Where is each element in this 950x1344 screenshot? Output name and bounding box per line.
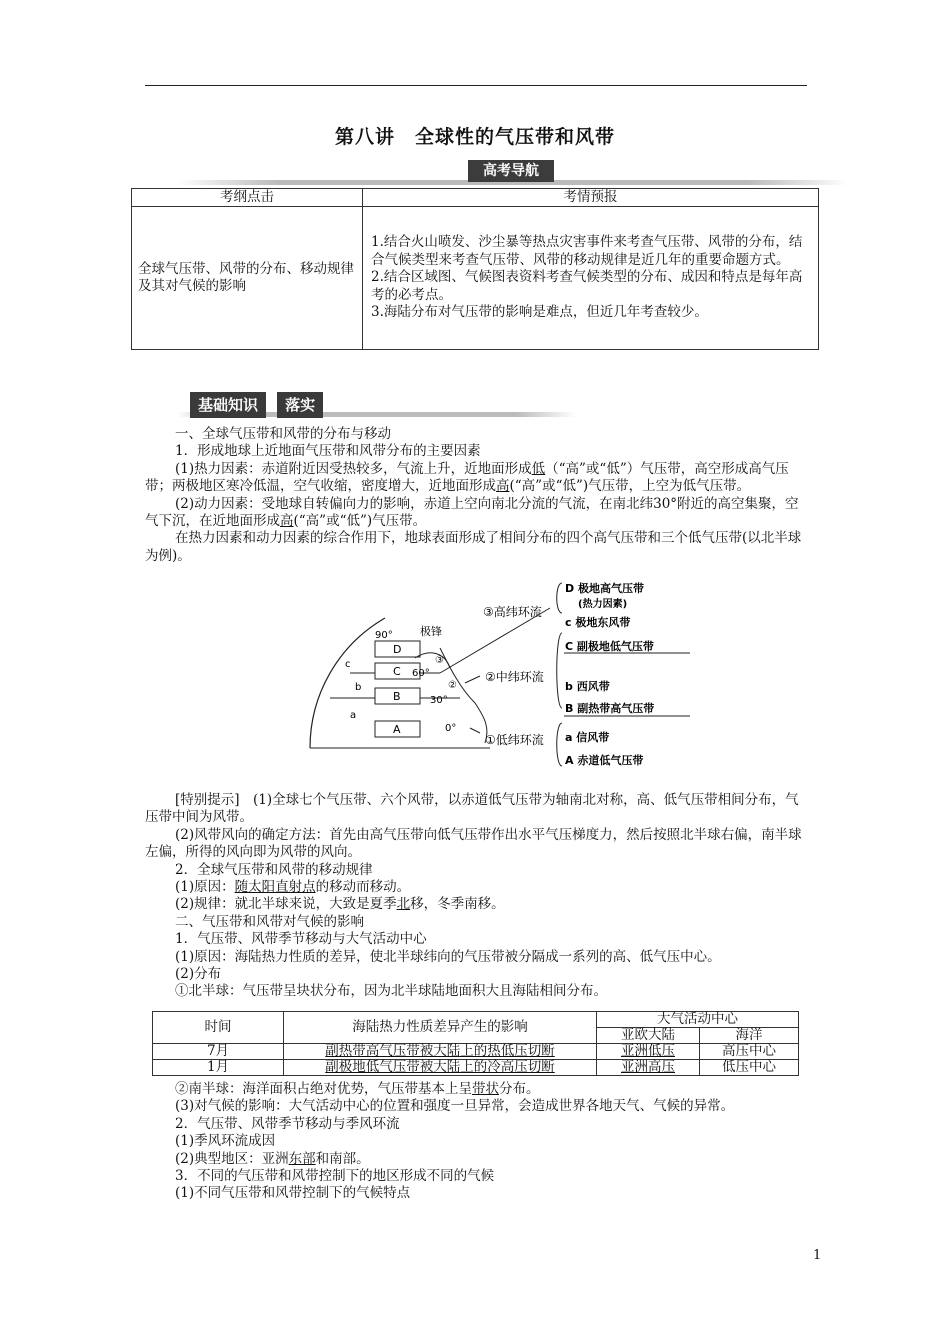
table-row: 1月 副极地低气压带被大陆上的冷高压切断 亚洲高压 低压中心	[153, 1060, 799, 1076]
section-banner-part: 落实	[277, 392, 323, 418]
wind-label: a	[350, 710, 357, 721]
paragraph: (2)典型地区：亚洲东部和南部。	[175, 1150, 370, 1167]
top-rule	[145, 85, 807, 86]
subheading: 2．全球气压带和风带的移动规律	[175, 861, 373, 878]
lat-label: 60°	[412, 668, 430, 679]
section-banner-gaokao: 高考导航	[468, 160, 554, 182]
table-header: 海陆热力性质差异产生的影响	[284, 1012, 597, 1044]
paragraph: (2)规律：就北半球来说，大致是夏季北移，冬季南移。	[175, 896, 505, 913]
table-header: 海洋	[700, 1028, 799, 1044]
special-tip: [特别提示] (1)全球七个气压带、六个风带，以赤道低气压带为轴南北对称，高、低气压带相间分布，气压带中间为风带。	[145, 792, 799, 826]
lat-label: 90°	[375, 630, 393, 641]
belt-description: b 西风带	[565, 680, 610, 693]
table-header: 考情预报	[363, 189, 819, 207]
paragraph: (1)原因：海陆热力性质的差异，使北半球纬向的气压带被分隔成一系列的高、低气压中心。	[175, 948, 721, 965]
table-header: 时间	[153, 1012, 284, 1044]
belt-description: C 副极地低气压带	[565, 640, 654, 653]
wind-label: b	[355, 682, 362, 693]
table-header: 考纲点击	[132, 189, 363, 207]
polar-front-label: 极锋	[420, 625, 442, 638]
section-banner-part: 基础知识	[190, 392, 266, 418]
special-tip: (2)风带风向的确定方法：首先由高气压带向低气压带作出水平气压梯度力，然后按照北半球右偏，南半球左偏，所得的风向即为风带的风向。	[145, 826, 802, 861]
forecast-item: 1.结合火山喷发、沙尘暴等热点灾害事件来考查气压带、风带的分布，结合气候类型来考查气压带、风带的移动规律是近几年的重要命题方式。	[371, 234, 803, 268]
table-row: 7月 副热带高气压带被大陆上的热低压切断 亚洲低压 高压中心	[153, 1044, 799, 1060]
lat-label: 30°	[430, 695, 448, 706]
circulation-num: ②	[448, 680, 457, 691]
paragraph: (1)原因：随太阳直射点的移动而移动。	[175, 879, 411, 896]
paragraph: (1)不同气压带和风带控制下的气候特点	[175, 1185, 411, 1202]
belt-label: C	[393, 665, 401, 678]
body-text-2	[145, 792, 810, 1001]
belt-label: B	[393, 690, 401, 703]
page-title: 第八讲 全球性的气压带和风带	[334, 126, 615, 148]
subheading: 2．气压带、风带季节移动与季风环流	[175, 1115, 400, 1132]
pressure-belt-diagram	[300, 578, 720, 778]
paragraph: (1)季风环流成因	[175, 1133, 276, 1150]
table-cell	[363, 207, 819, 350]
outline-table	[131, 188, 819, 350]
lat-label: 0°	[445, 723, 457, 734]
heading: 一、全球气压带和风带的分布与移动	[175, 426, 391, 442]
subheading: 3．不同的气压带和风带控制下的地区形成不同的气候	[175, 1168, 495, 1185]
belt-description: c 极地东风带	[565, 616, 631, 629]
belt-label: D	[393, 643, 402, 656]
forecast-item: 2.结合区域图、气候图表资料考查气候类型的分布、成因和特点是每年高考的必考点。	[371, 269, 803, 303]
circulation-label: ③高纬环流	[483, 605, 542, 619]
paragraph: (3)对气候的影响：大气活动中心的位置和强度一旦异常，会造成世界各地天气、气候的异常。	[175, 1098, 735, 1115]
belt-description: B 副热带高气压带	[565, 702, 655, 715]
paragraph: ②南半球：海洋面积占绝对优势，气压带基本上呈带状分布。	[175, 1081, 540, 1097]
belt-description: (热力因素)	[578, 599, 628, 610]
belt-description: A 赤道低气压带	[565, 754, 644, 767]
paragraph: (1)热力因素：赤道附近因受热较多，气流上升，近地面形成低（“高”或“低”）气压带，高空形成高气压带；两极地区寒冷低温，空气收缩，密度增大，近地面形成高(“高”或“低”)气压带，上空为低气压带。	[145, 460, 789, 495]
paragraph: ①北半球：气压带呈块状分布，因为北半球陆地面积大且海陆相间分布。	[175, 983, 607, 1000]
table-header: 亚欧大陆	[597, 1028, 700, 1044]
circulation-label: ②中纬环流	[485, 670, 544, 684]
heading: 二、气压带和风带对气候的影响	[175, 913, 364, 930]
circulation-num: ③	[435, 655, 444, 666]
page-number: 1	[813, 1248, 822, 1263]
table-header: 大气活动中心	[597, 1012, 799, 1028]
table-cell: 全球气压带、风带的分布、移动规律及其对气候的影响	[132, 207, 363, 350]
belt-description: D 极地高气压带	[565, 582, 644, 595]
activity-center-table	[152, 1011, 799, 1076]
subheading: 1．形成地球上近地面气压带和风带分布的主要因素	[175, 443, 481, 460]
circulation-label: ①低纬环流	[485, 733, 544, 747]
paragraph: (2)分布	[175, 966, 222, 983]
paragraph: 在热力因素和动力因素的综合作用下，地球表面形成了相间分布的四个高气压带和三个低气压带(以北半球为例)。	[145, 530, 802, 564]
forecast-item: 3.海陆分布对气压带的影响是难点，但近几年考查较少。	[371, 304, 708, 321]
subheading: 1．气压带、风带季节移动与大气活动中心	[175, 931, 427, 948]
belt-description: a 信风带	[565, 731, 610, 744]
wind-label: c	[345, 659, 351, 670]
paragraph: (2)动力因素：受地球自转偏向力的影响，赤道上空向南北分流的气流，在南北纬30°附近的高空集聚，空气下沉，在近地面形成高(“高”或“低”)气压带。	[145, 495, 799, 530]
body-text-1	[145, 426, 810, 565]
body-text-3	[145, 1081, 810, 1203]
section-banner-basics	[190, 392, 323, 418]
belt-label: A	[393, 723, 401, 736]
